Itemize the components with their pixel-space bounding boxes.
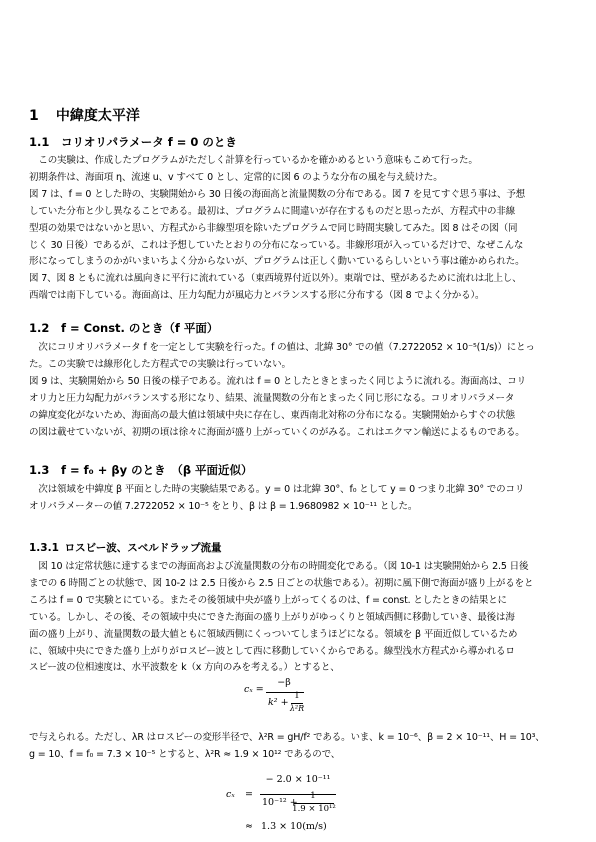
text-line: じく 30 日後）であるが、これは予想していたとおりの分布になっている。非線形項が入っているだけで、なぜこんな xyxy=(29,239,524,251)
paragraph-1-3-1 xyxy=(29,559,569,677)
inner-numerator: 1 xyxy=(310,791,316,801)
subsubsection-number: 1.3.1 xyxy=(29,542,59,554)
equation-denominator-term: 10⁻¹² + xyxy=(262,797,298,808)
text-line: 初期条件は、海面項 η、流速 u、v すべて 0 とし、定常的に図 6 のような分布の風を与え続けた。 xyxy=(29,171,443,183)
text-line: この実験は、作成したプログラムがただしく計算を行っているかを確かめるという意味もこめて行った。 xyxy=(29,155,478,166)
subsubsection-title: ロスビー波、スベルドラップ流量 xyxy=(64,542,222,554)
subsection-number: 1.3 xyxy=(29,463,50,477)
text-line: オリ力と圧力勾配力がバランスする形になり、結果、流量関数の分布とまったく同じ形になる。コリオリパラメータ xyxy=(29,392,515,404)
section-number: 1 xyxy=(29,108,39,124)
text-line: オリパラメーターの値 7.2722052 × 10⁻⁵ をとり、β は β = 1.9680982 × 10⁻¹¹ とした。 xyxy=(29,500,418,512)
text-line: の緯度変化がないため、海面高の最大値は領域中央に存在し、東西南北対称の分布になる。実験開始からすぐの状態 xyxy=(29,409,515,421)
paragraph-after-eq1 xyxy=(29,730,569,764)
equation-approx: ≈ xyxy=(245,821,253,832)
equation-equals: = xyxy=(245,789,253,800)
text-line: の図は載せていないが、初期の頃は徐々に海面が盛り上がっていくのがみる。これはエクマン輸送によるものである。 xyxy=(29,426,525,438)
equation-numerator: −β xyxy=(277,677,291,688)
text-line: 図 10 は定常状態に達するまでの海面高および流量関数の分布の時間変化である。（図 10-1 は実験開始から 2.5 日後 xyxy=(29,561,529,572)
text-line: ころは f = 0 で実験とにている。またその後領域中央が盛り上がってくるのは、f = const. としたときの結果とに xyxy=(29,594,507,606)
subsection-heading-1-2 xyxy=(29,320,218,336)
text-line: に、領域中央にできた盛り上がりがロスビー波として西に移動していくからである。線型浅水方程式から導かれるロ xyxy=(29,645,515,657)
text-line: ている。しかし、その後、その領域中央にできた海面の盛り上がりがゆっくりと領域西側に移動していき、最後は海 xyxy=(29,611,515,623)
equation-lhs: cₓ = xyxy=(244,684,264,695)
subsection-heading-1-1 xyxy=(29,134,237,150)
subsection-number: 1.1 xyxy=(29,135,50,149)
equation-numerator: − 2.0 × 10⁻¹¹ xyxy=(265,774,331,785)
text-line: までの 6 時間ごとの状態で、図 10-2 は 2.5 日後から 2.5 日ごとの状態である）。初期に風下側で海面が盛り上がるをと xyxy=(29,577,534,589)
text-line: 形になってしまうのかがいまいちよく分からないが、プログラムは正しく動いているらしいという事は確かめられた。 xyxy=(29,256,525,268)
text-line: た。この実験では線形化した方程式での実験は行っていない。 xyxy=(29,358,291,370)
subsection-number: 1.2 xyxy=(29,321,50,335)
text-line: 図 7 は、f = 0 とした時の、実験開始から 30 日後の海面高と流量関数の分布である。図 7 を見てすぐ思う事は、予想 xyxy=(29,188,526,200)
equation-denominator-term: k² + xyxy=(268,697,289,708)
subsection-heading-1-3 xyxy=(29,462,253,478)
text-line: g = 10、f = f₀ = 7.3 × 10⁻⁵ とすると、λ²R ≈ 1.9 × 10¹² であるので、 xyxy=(29,748,341,760)
inner-denominator: 1.9 × 10¹² xyxy=(292,804,336,814)
subsubsection-heading-1-3-1 xyxy=(29,540,222,555)
subsection-title: f = f₀ + βy のとき （β 平面近似） xyxy=(61,463,253,477)
text-line: していた分布と少し異なることである。最初は、プログラムに間違いが存在するものだと思ったが、方程式中の非線 xyxy=(29,205,516,217)
paragraph-1-2 xyxy=(29,340,569,441)
text-line: 次は領域を中緯度 β 平面とした時の実験結果である。y = 0 は北緯 30°、f₀ として y = 0 つまり北緯 30° でのコリ xyxy=(29,484,525,495)
text-line: で与えられる。ただし、λR はロスビーの変形半径で、λ²R = gH/f² である。いま、k = 10⁻⁶、β = 2 × 10⁻¹¹、H = 10³、 xyxy=(29,732,545,743)
section-heading xyxy=(29,105,140,125)
text-line: 面の盛り上がり、流量関数の最大値ともに領域西側にくっついてしまうほどになる。領域を β 平面近似しているため xyxy=(29,628,518,640)
text-line: 型項の効果ではないかと思い、方程式から非線型項を除いたプログラムで同じ時間実験してみた。図 8 はその図（同 xyxy=(29,222,518,234)
text-line: スビー波の位相速度は、水平波数を k（x 方向のみを考える。）とすると、 xyxy=(29,662,340,674)
text-line: 図 9 は、実験開始から 50 日後の様子である。流れは f = 0 としたときとまったく同じように流れる。海面高は、コリ xyxy=(29,375,526,387)
paragraph-1-3 xyxy=(29,482,569,516)
section-title: 中緯度太平洋 xyxy=(55,108,140,124)
text-line: 次にコリオリパラメータ f を一定として実験を行った。f の値は、北緯 30° での値（7.2722052 × 10⁻⁵(1/s)）にとっ xyxy=(29,342,535,353)
text-line: 図 7、図 8 ともに流れは風向きに平行に流れている（東西境界付近以外）。東端では、壁があるために流れは北上し、 xyxy=(29,273,522,285)
equation-lhs: cₓ xyxy=(226,789,235,800)
text-line: 西端では南下している。海面高は、圧力勾配力が風応力とバランスする形に分布する（図 8 でよく分かる）。 xyxy=(29,290,485,302)
inner-denominator: λ²R xyxy=(289,704,305,713)
paragraph-1-1 xyxy=(29,153,569,305)
subsection-title: コリオリパラメータ f = 0 のとき xyxy=(61,135,237,149)
subsection-title: f = Const. のとき（f 平面） xyxy=(61,321,219,335)
inner-numerator: 1 xyxy=(294,691,300,701)
equation-result: 1.3 × 10(m/s) xyxy=(261,821,327,832)
